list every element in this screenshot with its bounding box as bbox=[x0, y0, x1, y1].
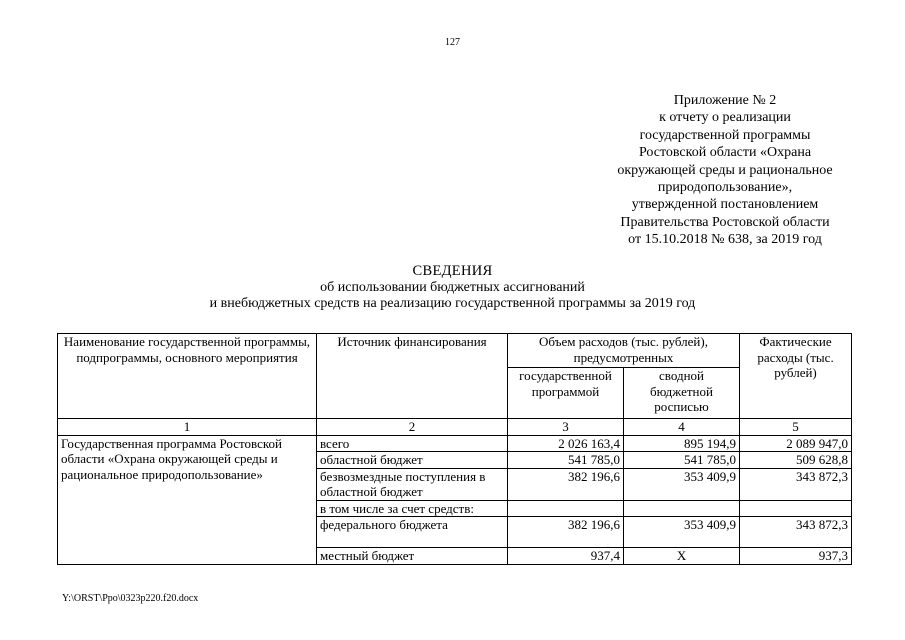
actual-value-cell: 509 628,8 bbox=[740, 452, 852, 469]
appendix-line: утвержденной постановлением bbox=[631, 197, 819, 213]
column-number: 1 bbox=[58, 419, 317, 436]
source-cell: безвозмездные поступления в областной бюджет bbox=[317, 468, 508, 500]
budget-table bbox=[57, 333, 852, 565]
program-name-cell: Государственная программа Ростовской области «Охрана окружающей среды и рациональное природопользование» bbox=[58, 435, 317, 564]
file-path-footer: Y:\ORST\Ppo\0323p220.f20.docx bbox=[62, 593, 199, 604]
column-number: 2 bbox=[317, 419, 508, 436]
budget-value-cell: 353 409,9 bbox=[624, 468, 740, 500]
table-row bbox=[58, 435, 852, 452]
appendix-line: окружающей среды и рациональное bbox=[617, 162, 833, 178]
header-by-program: государственной программой bbox=[508, 368, 624, 419]
program-value-cell: 541 785,0 bbox=[508, 452, 624, 469]
column-number: 3 bbox=[508, 419, 624, 436]
appendix-line: государственной программы bbox=[639, 127, 811, 143]
column-number: 4 bbox=[624, 419, 740, 436]
program-value-cell: 382 196,6 bbox=[508, 517, 624, 548]
page-number: 127 bbox=[445, 37, 460, 48]
actual-value-cell: 343 872,3 bbox=[740, 468, 852, 500]
appendix-line: к отчету о реализации bbox=[659, 110, 791, 126]
program-value-cell: 937,4 bbox=[508, 548, 624, 565]
appendix-line: природопользование», bbox=[657, 180, 793, 196]
header-source: Источник финансирования bbox=[317, 334, 508, 419]
program-value-cell: 382 196,6 bbox=[508, 468, 624, 500]
program-value-cell bbox=[508, 500, 624, 517]
appendix-line: Правительства Ростовской области bbox=[620, 214, 830, 230]
source-cell: в том числе за счет средств: bbox=[317, 500, 508, 517]
appendix-note bbox=[580, 92, 870, 249]
header-planned: Объем расходов (тыс. рублей), предусмотренных bbox=[508, 334, 740, 368]
header-by-budget: сводной бюджетной росписью bbox=[624, 368, 740, 419]
title-line-2: и внебюджетных средств на реализацию государственной программы за 2019 год bbox=[209, 296, 696, 311]
budget-value-cell: Х bbox=[624, 548, 740, 565]
header-actual: Фактические расходы (тыс. рублей) bbox=[740, 334, 852, 419]
appendix-line: Приложение № 2 bbox=[673, 93, 777, 108]
column-number-row bbox=[58, 419, 852, 436]
title-line-1: об использовании бюджетных ассигнований bbox=[320, 279, 585, 295]
appendix-line: Ростовской области «Охрана bbox=[638, 145, 812, 161]
budget-value-cell: 895 194,9 bbox=[624, 435, 740, 452]
column-number: 5 bbox=[740, 419, 852, 436]
header-program-name: Наименование государственной программы, подпрограммы, основного мероприятия bbox=[58, 334, 317, 419]
header-row bbox=[58, 334, 852, 368]
source-cell: федерального бюджета bbox=[317, 517, 508, 548]
appendix-line: от 15.10.2018 № 638, за 2019 год bbox=[628, 232, 822, 248]
actual-value-cell: 343 872,3 bbox=[740, 517, 852, 548]
program-value-cell: 2 026 163,4 bbox=[508, 435, 624, 452]
budget-value-cell bbox=[624, 500, 740, 517]
source-cell: всего bbox=[317, 435, 508, 452]
source-cell: местный бюджет bbox=[317, 548, 508, 565]
source-cell: областной бюджет bbox=[317, 452, 508, 469]
actual-value-cell bbox=[740, 500, 852, 517]
title-main: СВЕДЕНИЯ bbox=[412, 263, 493, 279]
budget-value-cell: 541 785,0 bbox=[624, 452, 740, 469]
actual-value-cell: 2 089 947,0 bbox=[740, 435, 852, 452]
actual-value-cell: 937,3 bbox=[740, 548, 852, 565]
budget-value-cell: 353 409,9 bbox=[624, 517, 740, 548]
document-title bbox=[0, 263, 905, 313]
